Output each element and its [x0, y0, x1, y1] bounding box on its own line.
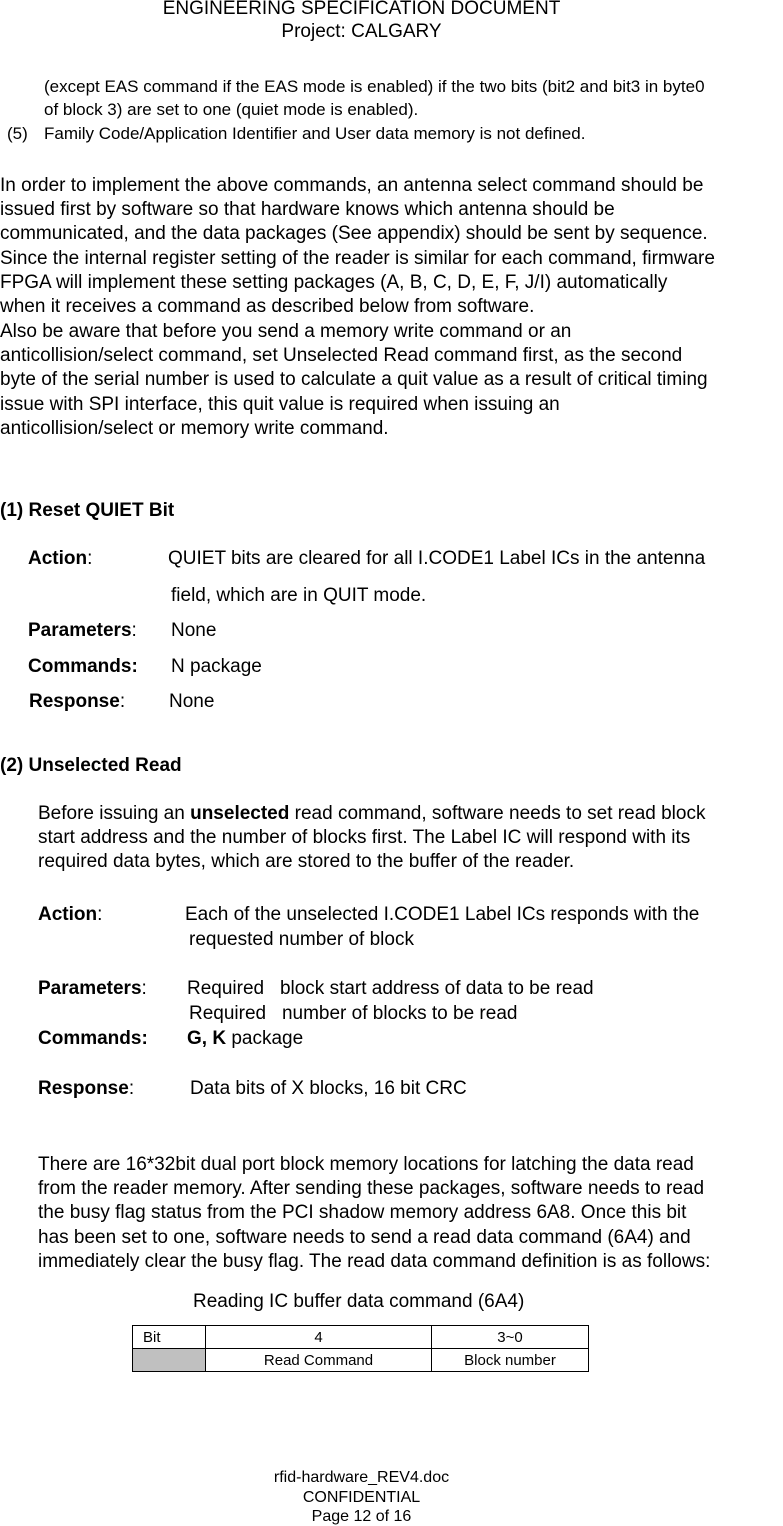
paragraph-line: There are 16*32bit dual port block memory locations for latching the data read	[38, 1154, 694, 1175]
text-run: Before issuing an	[38, 803, 191, 824]
label-text: Parameters	[38, 978, 142, 999]
footer-confidential: CONFIDENTIAL	[302, 1489, 421, 1506]
table-cell: Bit	[133, 1326, 206, 1349]
s2-action-line-2: requested number of block	[189, 929, 414, 950]
label-text: Action	[38, 904, 98, 925]
read-command-table	[132, 1325, 589, 1372]
paragraph-line: has been set to one, software needs to send a read data command (6A4) and	[38, 1226, 691, 1248]
s2-commands-label: Commands:	[38, 1028, 148, 1049]
table-cell: Read Command	[206, 1349, 432, 1372]
note-5-number: (5)	[7, 124, 28, 143]
footer-filename: rfid-hardware_REV4.doc	[273, 1469, 450, 1486]
s2-response-value: Data bits of X blocks, 16 bit CRC	[190, 1078, 467, 1099]
s2-response-label: Response:	[38, 1078, 135, 1099]
paragraph-line: Since the internal register setting of the reader is similar for each command, firmware	[0, 247, 715, 269]
s1-commands-label: Commands:	[28, 656, 138, 677]
continued-note-line-1: (except EAS command if the EAS mode is enabled) if the two bits (bit2 and bit3 in byte0	[44, 77, 705, 96]
paragraph-antenna-select	[0, 174, 715, 319]
table-row	[133, 1349, 589, 1372]
s2-parameters-line-1: Required block start address of data to be read	[187, 978, 594, 999]
text-run: read command, software needs to set read block	[289, 803, 706, 824]
text-run: package	[226, 1028, 304, 1049]
paragraph-line: required data bytes, which are stored to the buffer of the reader.	[38, 851, 575, 873]
paragraph-line: issue with SPI interface, this quit value is required when issuing an	[0, 393, 560, 415]
s2-parameters-line-2: Required number of blocks to be read	[189, 1003, 518, 1024]
s1-parameters-value: None	[171, 620, 217, 641]
section-2-heading: (2) Unselected Read	[0, 755, 182, 776]
paragraph-line: issued first by software so that hardware knows which antenna should be	[0, 199, 615, 221]
paragraph-line: start address and the number of blocks first. The Label IC will respond with its	[38, 827, 691, 849]
label-text: Response	[38, 1078, 129, 1099]
s1-commands-value: N package	[171, 656, 262, 677]
s1-action-line-1: QUIET bits are cleared for all I.CODE1 Label ICs in the antenna	[168, 548, 706, 569]
paragraph-unselected-read-first	[0, 320, 708, 441]
s1-response-label: Response:	[29, 691, 126, 712]
s2-commands-value	[187, 1027, 303, 1051]
paragraph-line: communicated, and the data packages (See appendix) should be sent by sequence.	[0, 223, 708, 245]
s1-parameters-label: Parameters:	[28, 620, 137, 641]
paragraph-line: byte of the serial number is used to calculate a quit value as a result of critical timing	[0, 369, 708, 391]
paragraph-line: when it receives a command as described below from software.	[0, 296, 535, 318]
paragraph-line	[38, 802, 705, 826]
table-cell-shaded	[133, 1349, 206, 1372]
table-header-row	[133, 1326, 589, 1349]
table-cell: 3~0	[432, 1326, 589, 1349]
continued-note-line-2: of block 3) are set to one (quiet mode is enabled).	[44, 100, 419, 119]
s1-action-label: Action:	[28, 548, 93, 569]
s2-action-label: Action:	[38, 904, 103, 925]
paragraph-line: immediately clear the busy flag. The read data command definition is as follows:	[38, 1250, 711, 1272]
paragraph-line: the busy flag status from the PCI shadow memory address 6A8. Once this bit	[38, 1202, 687, 1224]
label-text: Response	[29, 691, 120, 712]
paragraph-line: In order to implement the above commands, an antenna select command should be	[0, 175, 704, 196]
section-1-heading: (1) Reset QUIET Bit	[0, 500, 175, 521]
project-name: Project: CALGARY	[281, 21, 442, 42]
s1-response-value: None	[169, 691, 215, 712]
note-5-text: Family Code/Application Identifier and User data memory is not defined.	[44, 124, 586, 143]
paragraph-line: FPGA will implement these setting packages (A, B, C, D, E, F, J/I) automatically	[0, 271, 668, 293]
paragraph-line: anticollision/select or memory write command.	[0, 417, 389, 439]
label-text: Parameters	[28, 620, 132, 641]
s2-intro-paragraph	[38, 802, 705, 875]
paragraph-line: Also be aware that before you send a memory write command or an	[0, 321, 572, 342]
s2-action-line-1: Each of the unselected I.CODE1 Label ICs responds with the	[185, 904, 700, 925]
s2-parameters-label: Parameters:	[38, 978, 147, 999]
text-run-bold: unselected	[190, 803, 290, 824]
s2-buffer-paragraph	[38, 1153, 710, 1274]
table-cell: Block number	[432, 1349, 589, 1372]
doc-title: ENGINEERING SPECIFICATION DOCUMENT	[162, 0, 561, 19]
paragraph-line: from the reader memory. After sending these packages, software needs to read	[38, 1178, 705, 1200]
table-caption: Reading IC buffer data command (6A4)	[193, 1291, 525, 1312]
s1-action-line-2: field, which are in QUIT mode.	[171, 585, 427, 606]
footer-page-number: Page 12 of 16	[311, 1508, 412, 1525]
text-run-bold: G, K	[187, 1028, 227, 1049]
table-cell: 4	[206, 1326, 432, 1349]
label-text: Action	[28, 548, 88, 569]
paragraph-line: anticollision/select command, set Unselected Read command first, as the second	[0, 345, 683, 367]
